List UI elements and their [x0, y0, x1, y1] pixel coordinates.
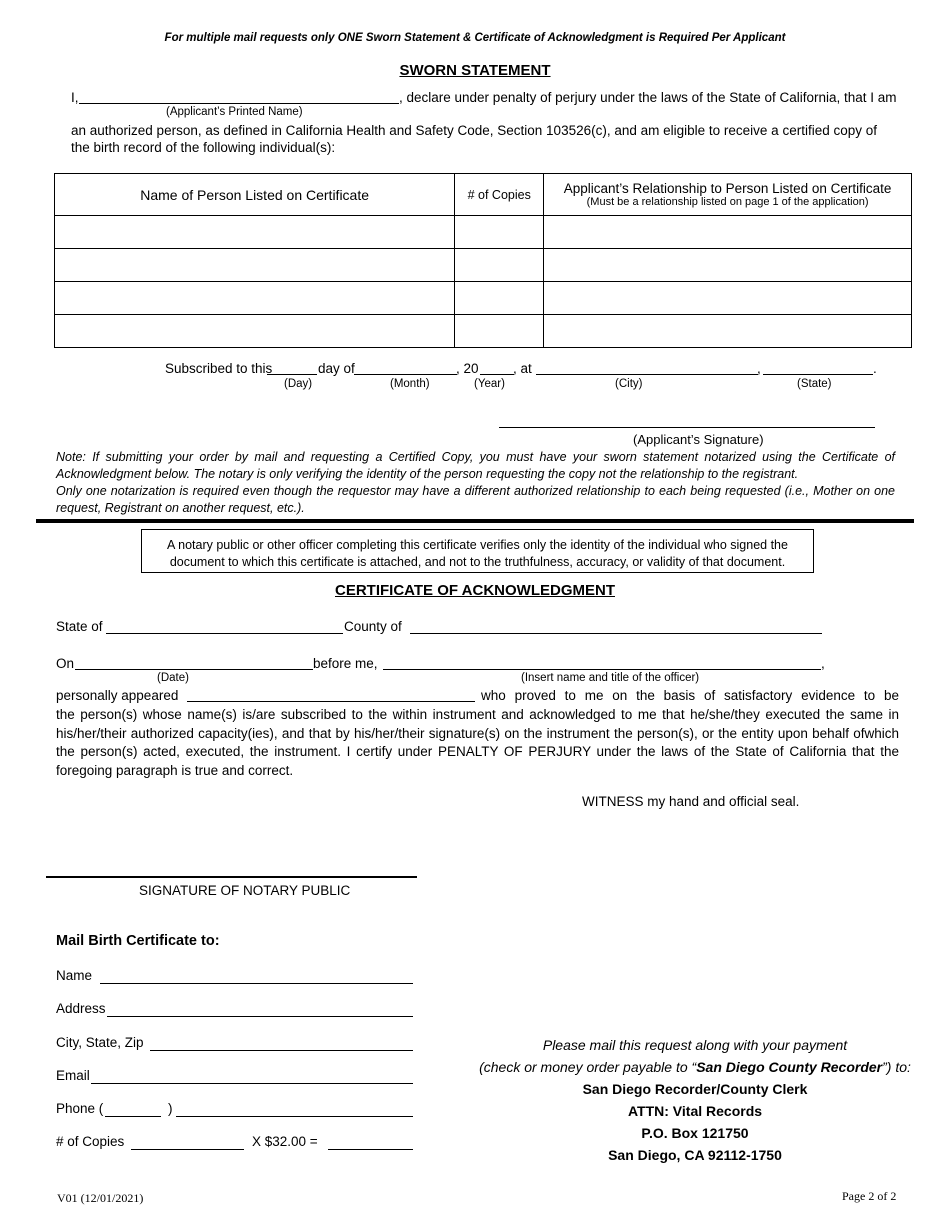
mail-address-line4: San Diego, CA 92112-1750 [608, 1147, 782, 1163]
name-cell[interactable] [55, 216, 455, 249]
mail-address-line2: ATTN: Vital Records [627, 1103, 763, 1119]
table-row [55, 315, 912, 348]
table-row [55, 216, 912, 249]
subscribed-year-field[interactable] [480, 374, 514, 375]
declare-text: , declare under penalty of perjury under the laws of the State of California, that I am [399, 90, 897, 105]
page-number: Page 2 of 2 [842, 1189, 897, 1203]
mail-phone-close: ) [168, 1101, 173, 1116]
before-me-comma: , [821, 656, 825, 671]
subscribed-city-field[interactable] [536, 374, 758, 375]
col-copies-header: # of Copies [455, 174, 544, 216]
printed-name-label: (Applicant’s Printed Name) [166, 106, 303, 118]
notary-signature-field[interactable] [46, 876, 417, 878]
notary-signature-label: SIGNATURE OF NOTARY PUBLIC [139, 883, 351, 898]
personally-appeared-field[interactable] [187, 701, 475, 702]
on-label: On [56, 656, 75, 671]
relationship-header-line2: (Must be a relationship listed on page 1 of the application) [586, 196, 869, 208]
mail-email-field[interactable] [91, 1083, 413, 1084]
subscribed-month-field[interactable] [354, 374, 457, 375]
witness-text: WITNESS my hand and official seal. [582, 794, 800, 809]
before-me-label: before me, [313, 656, 378, 671]
subscribed-state-field[interactable] [763, 374, 873, 375]
subscribed-comma: , [757, 361, 761, 376]
col-name-header: Name of Person Listed on Certificate [55, 174, 455, 216]
mail-name-field[interactable] [100, 983, 413, 984]
mailing-instructions [470, 1034, 920, 1166]
officer-label: (Insert name and title of the officer) [521, 672, 700, 684]
applicant-printed-name-field[interactable] [79, 103, 399, 104]
header-note: For multiple mail requests only ONE Sworn Statement & Certificate of Acknowledgment is Required Per Applicant [164, 32, 786, 44]
county-of-label: County of [344, 619, 402, 634]
table-header-row [55, 174, 912, 216]
mail-payable-name: San Diego County Recorder [696, 1059, 883, 1075]
mail-address-field[interactable] [107, 1016, 413, 1017]
copies-cell[interactable] [455, 249, 544, 282]
mail-payable-pre: (check or money order payable to “ [479, 1059, 697, 1075]
month-label: (Month) [390, 378, 430, 390]
mail-city-state-zip-field[interactable] [150, 1050, 413, 1051]
notary-disclaimer-text: A notary public or other officer completing this certificate verifies only the identity of the individual who signed the document to which this certificate is attached, and not to the truthfulness, accuracy, or validity of that document. [167, 538, 788, 569]
col-relationship-header [544, 174, 912, 216]
name-cell[interactable] [55, 249, 455, 282]
name-cell[interactable] [55, 282, 455, 315]
mail-phone-area-field[interactable] [105, 1116, 161, 1117]
mail-instructions-line2 [470, 1056, 920, 1078]
relationship-cell[interactable] [544, 249, 912, 282]
relationship-cell[interactable] [544, 315, 912, 348]
mail-address-line1: San Diego Recorder/County Clerk [582, 1081, 808, 1097]
table-row [55, 282, 912, 315]
state-of-field[interactable] [106, 633, 343, 634]
note-paragraph-2: Only one notarization is required even though the requestor may have a different authorized relationship to each being requested (i.e., Mother on one request, Registrant on another request, etc.). [56, 484, 895, 515]
notary-disclaimer-box [141, 529, 814, 573]
note-paragraph-1: Note: If submitting your order by mail and requesting a Certified Copy, you must have your sworn statement notarized using the Certificate of Acknowledgment below. The notary is only verifying the identity of the person requesting the copy not the relationship to the registrant. [56, 450, 895, 481]
i-prefix: I, [71, 90, 79, 105]
copies-cell[interactable] [455, 315, 544, 348]
mail-instructions-line1: Please mail this request along with your payment [542, 1037, 848, 1053]
state-of-label: State of [56, 619, 103, 634]
relationship-cell[interactable] [544, 282, 912, 315]
mail-phone-label: Phone ( [56, 1101, 104, 1116]
day-of-text: day of [318, 361, 355, 376]
city-label: (City) [615, 378, 643, 390]
ack-body-line1: who proved to me on the basis of satisfactory evidence to be [481, 688, 899, 703]
mail-city-state-zip-label: City, State, Zip [56, 1035, 144, 1050]
personally-appeared-label: personally appeared [56, 688, 179, 703]
mail-email-label: Email [56, 1068, 90, 1083]
name-cell[interactable] [55, 315, 455, 348]
relationship-header-line1: Applicant’s Relationship to Person Listed on Certificate [563, 181, 892, 196]
acknowledgment-title: CERTIFICATE OF ACKNOWLEDGMENT [335, 582, 615, 599]
subscribed-day-field[interactable] [267, 374, 317, 375]
county-of-field[interactable] [410, 633, 822, 634]
ack-body-text: the person(s) whose name(s) is/are subscribed to the within instrument and acknowledged to me that he/she/they executed the same in his/her/their authorized capacity(ies), and that by his/her/their signature(s) on the instrument the person(s), or the entity upon behalf ofwhich the person(s) acted, executed, the instrument. I certify under PENALTY OF PERJURY under the laws of the State of California that the foregoing paragraph is true and correct. [56, 707, 899, 778]
mail-address-line3: P.O. Box 121750 [641, 1125, 749, 1141]
authorized-text: an authorized person, as defined in California Health and Safety Code, Section 103526(c), and am eligible to receive a certified copy of the birth record of the following individual(s): [71, 123, 877, 155]
mail-phone-field[interactable] [176, 1116, 413, 1117]
records-table [54, 173, 912, 348]
copies-cell[interactable] [455, 216, 544, 249]
year-label: (Year) [474, 378, 505, 390]
date-label: (Date) [157, 672, 189, 684]
mail-copies-label: # of Copies [56, 1134, 125, 1149]
mail-payable-post: ”) to: [882, 1059, 911, 1075]
mail-section-title: Mail Birth Certificate to: [56, 933, 220, 949]
state-label: (State) [797, 378, 832, 390]
at-text: , at [513, 361, 532, 376]
day-label: (Day) [284, 378, 313, 390]
sworn-statement-title: SWORN STATEMENT [399, 62, 551, 79]
table-row [55, 249, 912, 282]
relationship-cell[interactable] [544, 216, 912, 249]
mail-name-label: Name [56, 968, 93, 983]
subscribed-text: Subscribed to this [165, 361, 273, 376]
applicant-signature-field[interactable] [499, 427, 875, 428]
subscribed-period: . [873, 361, 877, 376]
section-divider [36, 519, 914, 523]
mail-copies-field[interactable] [131, 1149, 244, 1150]
applicant-signature-label: (Applicant’s Signature) [633, 432, 764, 447]
officer-name-field[interactable] [383, 669, 821, 670]
mail-address-label: Address [56, 1001, 106, 1016]
mail-price-label: X $32.00 = [252, 1134, 318, 1149]
ack-date-field[interactable] [75, 669, 313, 670]
mail-total-field[interactable] [328, 1149, 413, 1150]
copies-cell[interactable] [455, 282, 544, 315]
version-label: V01 (12/01/2021) [57, 1191, 144, 1205]
year-prefix-text: , 20 [456, 361, 479, 376]
